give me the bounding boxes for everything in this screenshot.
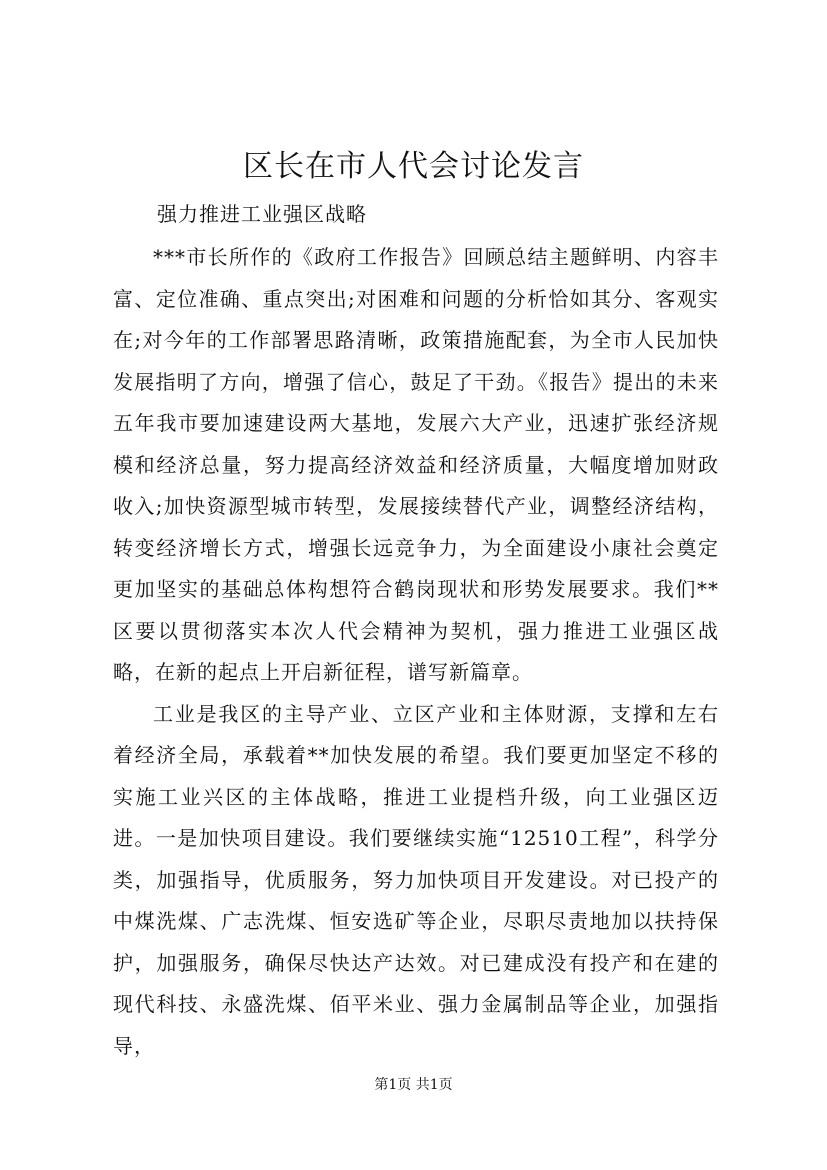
document-subtitle: 强力推进工业强区战略	[157, 202, 367, 226]
paragraph-1: ***市长所作的《政府工作报告》回顾总结主题鲜明、内容丰富、定位准确、重点突出;对困难和问题的分析恰如其分、客观实在;对今年的工作部署思路清晰，政策措施配套，为全市人民加快发展指明了方向，增强了信心，鼓足了干劲。《报告》提出的未来五年我市要加速建设两大基地，发展六大产业，迅速扩张经济规模和经济总量，努力提高经济效益和经济质量，大幅度增加财政收入;加快资源型城市转型，发展接续替代产业，调整经济结构，转变经济增长方式，增强长远竞争力，为全面建设小康社会奠定更加坚实的基础总体构想符合鹤岗现状和形势发展要求。我们**区要以贯彻落实本次人代会精神为契机，强力推进工业强区战略，在新的起点上开启新征程，谱写新篇章。	[113, 245, 719, 684]
paragraph-2: 工业是我区的主导产业、立区产业和主体财源，支撑和左右着经济全局，承载着**加快发展的希望。我们要更加坚定不移的实施工业兴区的主体战略，推进工业提档升级，向工业强区迈进。一是加快项目建设。我们要继续实施“12510工程”，科学分类，加强指导，优质服务，努力加快项目开发建设。对已投产的中煤洗煤、广志洗煤、恒安选矿等企业，尽职尽责地加以扶持保护，加强服务，确保尽快达产达效。对已建成没有投产和在建的现代科技、永盛洗煤、佰平米业、强力金属制品等企业，加强指导，	[113, 701, 719, 1058]
document-body	[113, 237, 719, 1067]
page-footer: 第1页 共1页	[374, 1077, 453, 1093]
document-title: 区长在市人代会讨论发言	[243, 149, 584, 184]
